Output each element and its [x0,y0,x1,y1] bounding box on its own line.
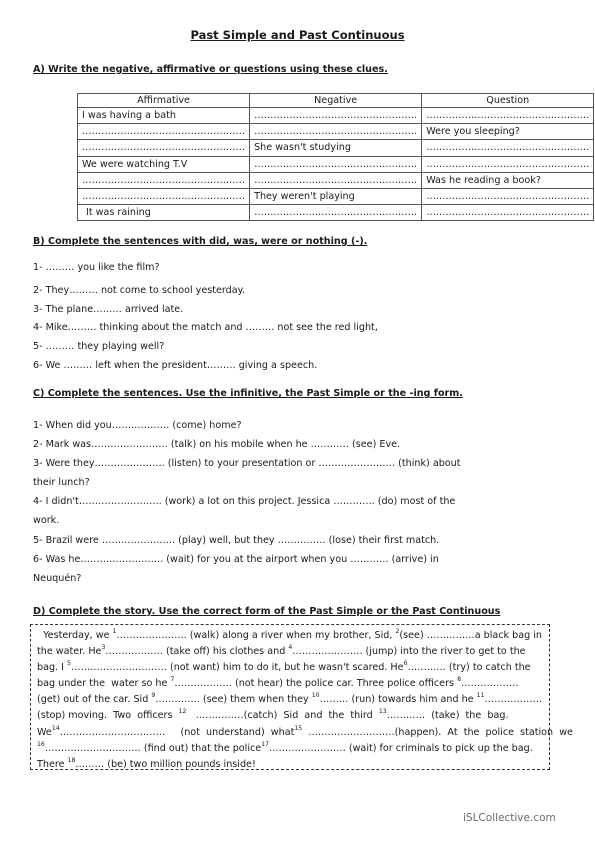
table-cell: …………………………………………… [250,108,422,124]
exercise-line: 6- We ……… left when the president……… giving a speech. [33,360,318,371]
gap-number: 14 [51,724,60,732]
table-cell: …………………………………………… [250,156,422,172]
exercise-line: 4- Mike……… thinking about the match and ……… not see the red light, [33,322,378,333]
story-line [37,676,544,692]
column-header-question: Question [422,94,594,108]
table-cell: …………………………………………… [422,140,594,156]
exercise-line: 5- ……… they playing well? [33,341,165,352]
story-line [37,741,544,757]
table-cell: Were you sleeping? [422,124,594,140]
story-text-segment: …………………………… (not understand) what [59,726,295,738]
table-row [78,140,594,156]
story-text-segment: ……………… (not hear) the police car. Three police officers [174,678,458,690]
gap-number: 15 [294,724,303,732]
column-header-negative: Negative [250,94,422,108]
story-text-segment: ………………………… (not want) him to do it, but he wasn't scared. He [70,662,404,674]
story-line [37,644,544,660]
table-cell: …………………………………………… [78,172,250,188]
table-row [78,156,594,172]
gap-number: 13 [378,708,387,716]
table-cell: …………………………………………… [422,156,594,172]
gap-number: 2 [395,628,400,635]
story-text-segment: ……… (run) towards him and he [319,694,477,706]
exercise-line: 1- When did you……………… (come) home? [33,420,242,431]
gap-number: 9 [151,692,156,700]
footer-watermark [463,812,556,824]
story-text-segment: bag under the water so he [37,678,171,690]
table-cell: …………………………………………… [250,205,422,221]
story-text-segment: ………………………… (find out) that the police [44,742,262,754]
story-text-segment: We [37,726,52,738]
exercise-line: work. [33,515,60,526]
story-text-segment: (get) out of the car. Sid [37,694,152,706]
section-b-heading: B) Complete the sentences with did, was, were or nothing (-). [33,236,368,247]
exercise-line: 3- Were they…………………. (listen) to your presentation or …………………… (think) about [33,458,461,469]
gap-number: 11 [476,692,485,700]
exercise-line: 1- ……… you like the film? [33,262,160,273]
table-cell: …………………………………………… [78,124,250,140]
story-text-segment: ……………(catch) Sid and the third [186,710,379,722]
story-text-segment: There [37,758,68,770]
story-text-segment: (see) ……………a black bag in [399,630,543,641]
story-line [37,724,573,741]
gap-number: 4 [288,644,293,652]
table-cell: It was raining [78,205,250,221]
exercise-line: 4- I didn't…………………….. (work) a lot on this project. Jessica …………. (do) most of the [33,496,456,507]
gap-number: 5 [67,660,71,668]
table-cell: Was he reading a book? [422,172,594,188]
story-text-segment: …………………. (jump) into the river to get to the [292,646,526,658]
story-text-segment: ………………………(happen). At the police station we [302,726,573,738]
table-cell: …………………………………………… [78,188,250,204]
gap-number: 17 [261,740,270,748]
section-a-table [77,93,594,221]
table-row [78,188,594,204]
story-box [30,624,573,770]
story-text-segment: ……………… (take off) his clothes and [105,646,289,658]
story-text-segment: ………… (take) the bag. [386,710,509,722]
table-cell: They weren't playing [250,188,422,204]
table-cell: I was having a bath [78,108,250,124]
story-text-segment: …………………… (wait) for criminals to pick up the bag. [269,742,533,754]
story-text-segment: ……………… [484,694,543,706]
table-header-row [78,94,594,108]
gap-number: 12 [178,708,187,716]
section-d-heading: D) Complete the story. Use the correct form of the Past Simple or the Past Continuous [33,606,501,617]
section-a-heading: A) Write the negative, affirmative or questions using these clues. [33,64,388,75]
story-text-segment: ……………… [461,678,519,690]
table-row [78,108,594,124]
story-text-segment: …………………. (walk) along a river when my brother, Sid, [116,630,396,641]
story-line [37,660,544,676]
page-title: Past Simple and Past Continuous [190,28,405,42]
gap-number: 16 [37,740,45,748]
story-text-segment: ……… (be) two million pounds inside! [75,758,256,770]
gap-number: 8 [457,676,462,684]
story-line [37,628,544,644]
exercise-line: Neuquén? [33,573,82,584]
footer-text: iSLCollective.com [463,812,556,824]
story-line [37,757,544,773]
table-cell: …………………………………………… [422,108,594,124]
table-cell: …………………………………………… [422,205,594,221]
story-text [37,628,573,773]
table-cell: …………………………………………… [250,172,422,188]
story-line [37,708,544,724]
gap-number: 3 [101,644,106,652]
story-text-segment: ………….. (see) them when they [155,694,312,706]
exercise-line: their lunch? [33,477,90,488]
exercise-line: 6- Was he…………………….. (wait) for you at the airport when you ………… (arrive) in [33,554,439,565]
section-c-heading: C) Complete the sentences. Use the infinitive, the Past Simple or the -ing form. [33,388,463,399]
story-text-segment: Yesterday, we [37,630,113,641]
table-cell: She wasn't studying [250,140,422,156]
column-header-affirmative: Affirmative [78,94,250,108]
exercise-line: 5- Brazil were ………………….. (play) well, but they …………… (lose) their first match. [33,535,440,546]
story-line [37,692,544,708]
story-text-segment: (stop) moving. Two officers [37,710,179,722]
table-cell: …………………………………………… [78,140,250,156]
gap-number: 7 [170,676,175,684]
story-text-segment: bag. I [37,662,68,674]
exercise-line: 2- They……… not come to school yesterday. [33,285,246,296]
gap-number: 6 [403,660,408,668]
table-row [78,172,594,188]
gap-number: 1 [112,628,117,635]
table-row [78,124,594,140]
gap-number: 10 [311,692,320,700]
table-cell: We were watching T.V [78,156,250,172]
story-text-segment: ………… (try) to catch the [407,662,531,674]
table-cell: …………………………………………… [422,188,594,204]
table-row [78,205,594,221]
table-cell: …………………………………………… [250,124,422,140]
exercise-line: 3- The plane……… arrived late. [33,304,184,315]
story-text-segment: the water. He [37,646,102,658]
exercise-line: 2- Mark was…………………… (talk) on his mobile when he ………… (see) Eve. [33,439,401,450]
gap-number: 18 [67,756,76,764]
